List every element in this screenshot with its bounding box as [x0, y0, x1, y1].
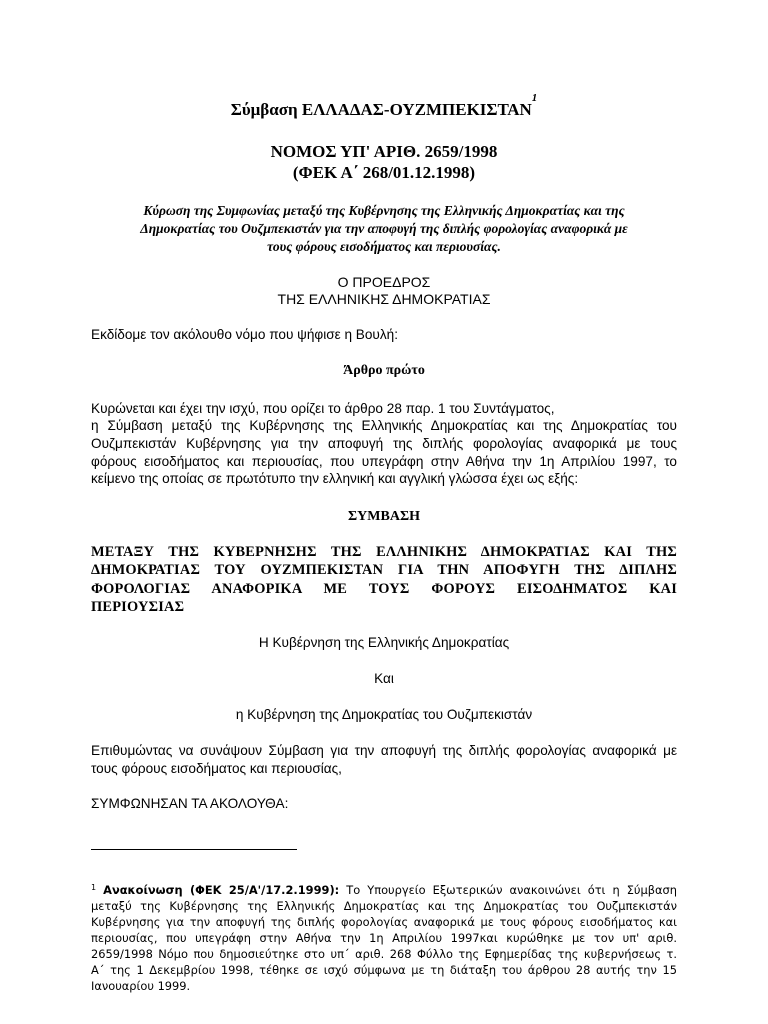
document-title	[0, 92, 768, 119]
title-footnote-reference: 1	[531, 92, 538, 104]
footnote-line: 2659/1998 Νόμο που δημοσιεύτηκε στο υπ΄ αριθ. 268 Φύλλο της Εφημερίδας της κυβερνήσεως τ.	[91, 947, 677, 961]
desiring-line: τους φόρους εισοδήματος και περιουσίας,	[91, 761, 342, 776]
summary-line: Κύρωση της Συμφωνίας μεταξύ της Κυβέρνησης της Ελληνικής Δημοκρατίας και της	[143, 203, 625, 218]
footnote-number: 1	[91, 883, 97, 892]
president-heading: Ο ΠΡΟΕΔΡΟΣ	[337, 274, 431, 290]
convention-title-line: ΜΕΤΑΞΥ ΤΗΣ ΚΥΒΕΡΝΗΣΗΣ ΤΗΣ ΕΛΛΗΝΙΚΗΣ ΔΗΜΟΚΡΑΤΙΑΣ ΚΑΙ ΤΗΣ	[91, 544, 677, 560]
and-connector: Και	[374, 671, 394, 686]
summary-line: Δημοκρατίας του Ουζμπεκιστάν για την αποφυγή της διπλής φορολογίας αναφορικά με	[140, 221, 628, 236]
party-two: η Κυβέρνηση της Δημοκρατίας του Ουζμπεκιστάν	[235, 707, 533, 722]
desiring-line: Επιθυμώντας να συνάψουν Σύμβαση για την αποφυγή της διπλής φορολογίας αναφορικά με	[91, 743, 677, 758]
convention-title-line: ΠΕΡΙΟΥΣΙΑΣ	[91, 599, 185, 615]
convention-heading: ΣΥΜΒΑΣΗ	[348, 509, 420, 524]
footnote-label: Ανακοίνωση (ΦΕΚ 25/Α'/17.2.1999):	[103, 883, 340, 897]
article-line: κείμενο της οποίας σε πρωτότυπο την ελληνική και αγγλική γλώσσα έχει ως εξής:	[91, 471, 579, 486]
document-title-text: Σύμβαση ΕΛΛΑΔΑΣ-ΟΥΖΜΠΕΚΙΣΤΑΝ	[230, 100, 532, 119]
summary-line: τους φόρους εισοδήματος και περιουσίας.	[267, 239, 501, 254]
article-line: Κυρώνεται και έχει την ισχύ, που ορίζει το άρθρο 28 παρ. 1 του Συντάγματος,	[91, 401, 555, 416]
convention-title-line: ΔΗΜΟΚΡΑΤΙΑΣ ΤΟΥ ΟΥΖΜΠΕΚΙΣΤΑΝ ΓΙΑ ΤΗΝ ΑΠΟΦΥΓΗ ΤΗΣ ΔΙΠΛΗΣ	[91, 562, 677, 578]
president-heading: ΤΗΣ ΕΛΛΗΝΙΚΗΣ ΔΗΜΟΚΡΑΤΙΑΣ	[277, 291, 491, 307]
law-number: ΝΟΜΟΣ ΥΠ' ΑΡΙΘ. 2659/1998	[270, 142, 498, 161]
convention-title-line: ΦΟΡΟΛΟΓΙΑΣ ΑΝΑΦΟΡΙΚΑ ΜΕ ΤΟΥΣ ΦΟΡΟΥΣ ΕΙΣΟΔΗΜΑΤΟΣ ΚΑΙ	[91, 581, 677, 597]
footnote-first-line-text: Το Υπουργείο Εξωτερικών ανακοινώνει ότι η Σύμβαση	[339, 883, 677, 897]
article-line: φόρους εισοδήματος και περιουσίας, που υπεγράφη στην Αθήνα την 1η Απριλίου 1997, το	[91, 454, 677, 469]
promulgation-text: Εκδίδομε τον ακόλουθο νόμο που ψήφισε η Βουλή:	[91, 327, 398, 342]
article-heading: Άρθρο πρώτο	[343, 363, 425, 378]
footnote-line: περιουσίας, που υπεγράφη στην Αθήνα την 1η Απριλίου 1997και κυρώθηκε με τον υπ' αριθ.	[91, 931, 677, 945]
article-line: Ουζμπεκιστάν Κυβέρνησης για την αποφυγή της διπλής φορολογίας αναφορικά με τους	[91, 436, 677, 451]
footnote-separator	[91, 849, 297, 850]
footnote-line: Α΄ της 1 Δεκεμβρίου 1998, τέθηκε σε ισχύ σύμφωνα με τη διάταξη του άρθρου 28 αυτής την 15	[91, 963, 677, 977]
footnote-line: Ιανουαρίου 1999.	[91, 979, 191, 993]
article-line: η Σύμβαση μεταξύ της Κυβέρνησης της Ελληνικής Δημοκρατίας και της Δημοκρατίας του	[91, 418, 677, 433]
footnote-first-line	[91, 885, 677, 896]
party-one: Η Κυβέρνηση της Ελληνικής Δημοκρατίας	[258, 635, 510, 650]
gazette-reference: (ΦΕΚ Α΄ 268/01.12.1998)	[292, 163, 476, 182]
footnote-line: Κυβέρνησης για την αποφυγή της διπλής φορολογίας αναφορικά με τους φόρους εισοδήματος και	[91, 915, 677, 929]
footnote-line: μεταξύ της Κυβέρνησης της Ελληνικής Δημοκρατίας και της Δημοκρατίας του Ουζμπεκιστάν	[91, 899, 677, 913]
agreed-heading: ΣΥΜΦΩΝΗΣΑΝ ΤΑ ΑΚΟΛΟΥΘΑ:	[91, 796, 289, 811]
